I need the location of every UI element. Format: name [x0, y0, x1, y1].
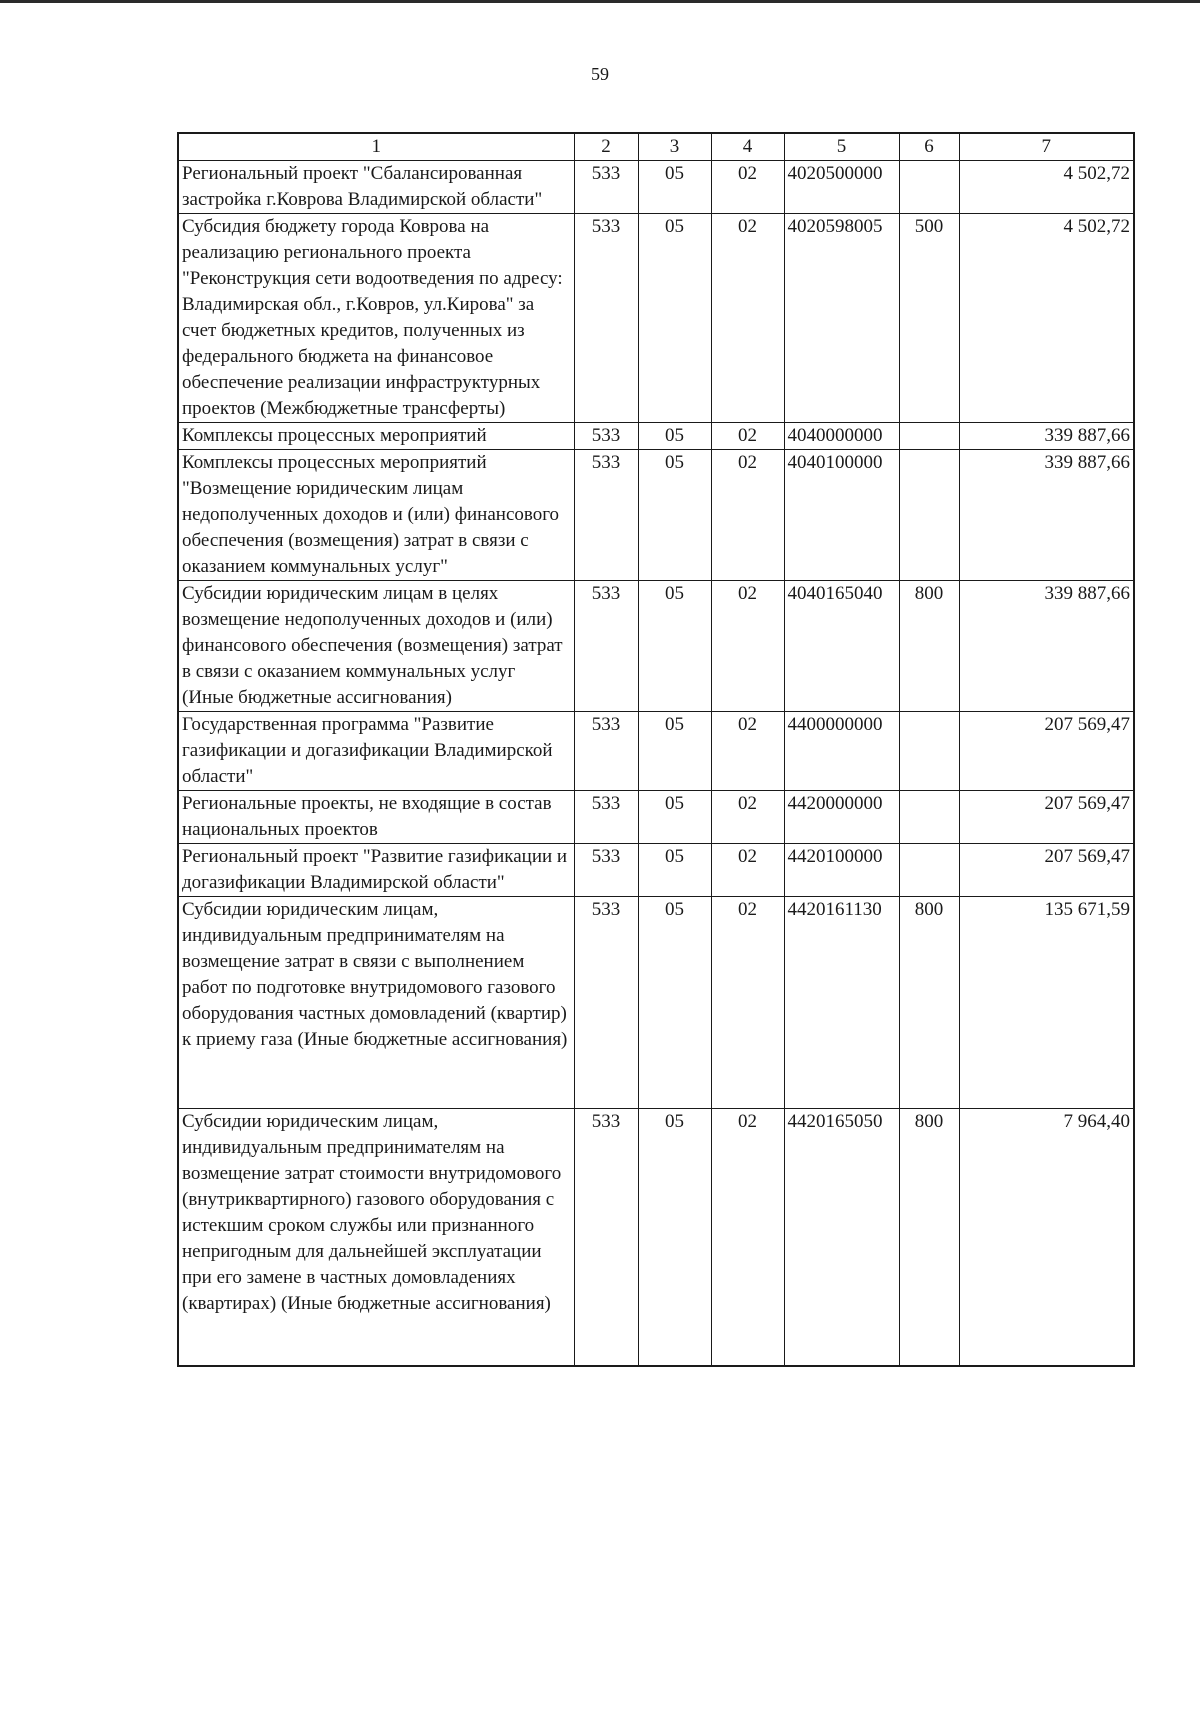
row-col-2: 533: [574, 423, 638, 450]
row-name: Комплексы процессных мероприятий: [178, 423, 574, 450]
row-col-3: 05: [638, 581, 711, 712]
row-col-4: 02: [711, 161, 784, 214]
row-col-5: 4420161130: [784, 897, 899, 1109]
row-col-5: 4040100000: [784, 450, 899, 581]
row-amount: 4 502,72: [959, 161, 1134, 214]
row-amount: 207 569,47: [959, 844, 1134, 897]
row-col-4: 02: [711, 791, 784, 844]
page-number: 59: [591, 64, 609, 84]
table-row: [178, 897, 1134, 1109]
table-row: [178, 450, 1134, 581]
row-col-4: 02: [711, 844, 784, 897]
row-name: Субсидии юридическим лицам в целях возмещение недополученных доходов и (или) финансового обеспечения (возмещения) затрат в связи с оказанием коммунальных услуг (Иные бюджетные ассигнования): [178, 581, 574, 712]
row-col-2: 533: [574, 450, 638, 581]
table-row: [178, 161, 1134, 214]
row-col-6: 800: [899, 1109, 959, 1367]
row-col-4: 02: [711, 450, 784, 581]
header-cell-7: 7: [959, 133, 1134, 161]
row-col-3: 05: [638, 897, 711, 1109]
row-col-3: 05: [638, 844, 711, 897]
table-row: [178, 791, 1134, 844]
row-col-6: [899, 791, 959, 844]
row-name: Субсидии юридическим лицам, индивидуальным предпринимателям на возмещение затрат в связи с выполнением работ по подготовке внутридомового газового оборудования частных домовладений (квартир) к приему газа (Иные бюджетные ассигнования): [178, 897, 574, 1109]
row-col-2: 533: [574, 214, 638, 423]
row-amount: 207 569,47: [959, 791, 1134, 844]
row-col-6: 500: [899, 214, 959, 423]
header-cell-4: 4: [711, 133, 784, 161]
row-col-6: [899, 423, 959, 450]
row-name: Субсидия бюджету города Коврова на реализацию регионального проекта "Реконструкция сети водоотведения по адресу: Владимирская обл., г.Ковров, ул.Кирова" за счет бюджетных кредитов, полученных из федерального бюджета на финансовое обеспечение реализации инфраструктурных проектов (Межбюджетные трансферты): [178, 214, 574, 423]
row-col-5: 4420100000: [784, 844, 899, 897]
header-cell-1: 1: [178, 133, 574, 161]
row-col-3: 05: [638, 423, 711, 450]
row-col-5: 4040165040: [784, 581, 899, 712]
row-col-3: 05: [638, 712, 711, 791]
row-col-2: 533: [574, 161, 638, 214]
row-amount: 7 964,40: [959, 1109, 1134, 1367]
table-row: [178, 712, 1134, 791]
row-col-5: 4400000000: [784, 712, 899, 791]
row-col-4: 02: [711, 214, 784, 423]
row-col-3: 05: [638, 791, 711, 844]
row-col-6: [899, 712, 959, 791]
row-col-6: [899, 450, 959, 581]
row-amount: 207 569,47: [959, 712, 1134, 791]
row-name: Региональные проекты, не входящие в состав национальных проектов: [178, 791, 574, 844]
budget-table: [177, 132, 1135, 1367]
table-row: [178, 844, 1134, 897]
row-col-3: 05: [638, 1109, 711, 1367]
header-cell-3: 3: [638, 133, 711, 161]
row-amount: 135 671,59: [959, 897, 1134, 1109]
row-name: Региональный проект "Развитие газификации и догазификации Владимирской области": [178, 844, 574, 897]
row-col-6: 800: [899, 581, 959, 712]
row-col-5: 4020598005: [784, 214, 899, 423]
row-col-3: 05: [638, 161, 711, 214]
row-col-2: 533: [574, 791, 638, 844]
row-col-5: 4020500000: [784, 161, 899, 214]
row-name: Субсидии юридическим лицам, индивидуальным предпринимателям на возмещение затрат стоимости внутридомового (внутриквартирного) газового оборудования с истекшим сроком службы или признанного непригодным для дальнейшей эксплуатации при его замене в частных домовладениях (квартирах) (Иные бюджетные ассигнования): [178, 1109, 574, 1367]
row-col-5: 4420000000: [784, 791, 899, 844]
row-col-5: 4040000000: [784, 423, 899, 450]
row-name: Комплексы процессных мероприятий "Возмещение юридическим лицам недополученных доходов и (или) финансового обеспечения (возмещения) затрат в связи с оказанием коммунальных услуг": [178, 450, 574, 581]
row-col-4: 02: [711, 1109, 784, 1367]
row-name: Государственная программа "Развитие газификации и догазификации Владимирской области": [178, 712, 574, 791]
row-name: Региональный проект "Сбалансированная застройка г.Коврова Владимирской области": [178, 161, 574, 214]
row-col-4: 02: [711, 712, 784, 791]
table-row: [178, 423, 1134, 450]
row-col-2: 533: [574, 581, 638, 712]
row-amount: 339 887,66: [959, 581, 1134, 712]
row-amount: 4 502,72: [959, 214, 1134, 423]
row-col-2: 533: [574, 844, 638, 897]
table-row: [178, 1109, 1134, 1367]
table-row: [178, 581, 1134, 712]
header-cell-5: 5: [784, 133, 899, 161]
top-border-rule: [0, 0, 1200, 3]
table-row: [178, 214, 1134, 423]
header-cell-2: 2: [574, 133, 638, 161]
row-col-3: 05: [638, 450, 711, 581]
row-col-2: 533: [574, 1109, 638, 1367]
row-col-6: [899, 161, 959, 214]
row-col-2: 533: [574, 897, 638, 1109]
row-col-6: 800: [899, 897, 959, 1109]
header-cell-6: 6: [899, 133, 959, 161]
row-amount: 339 887,66: [959, 423, 1134, 450]
row-col-2: 533: [574, 712, 638, 791]
row-col-6: [899, 844, 959, 897]
row-amount: 339 887,66: [959, 450, 1134, 581]
row-col-4: 02: [711, 423, 784, 450]
row-col-5: 4420165050: [784, 1109, 899, 1367]
row-col-4: 02: [711, 581, 784, 712]
row-col-3: 05: [638, 214, 711, 423]
header-row: [178, 133, 1134, 161]
row-col-4: 02: [711, 897, 784, 1109]
